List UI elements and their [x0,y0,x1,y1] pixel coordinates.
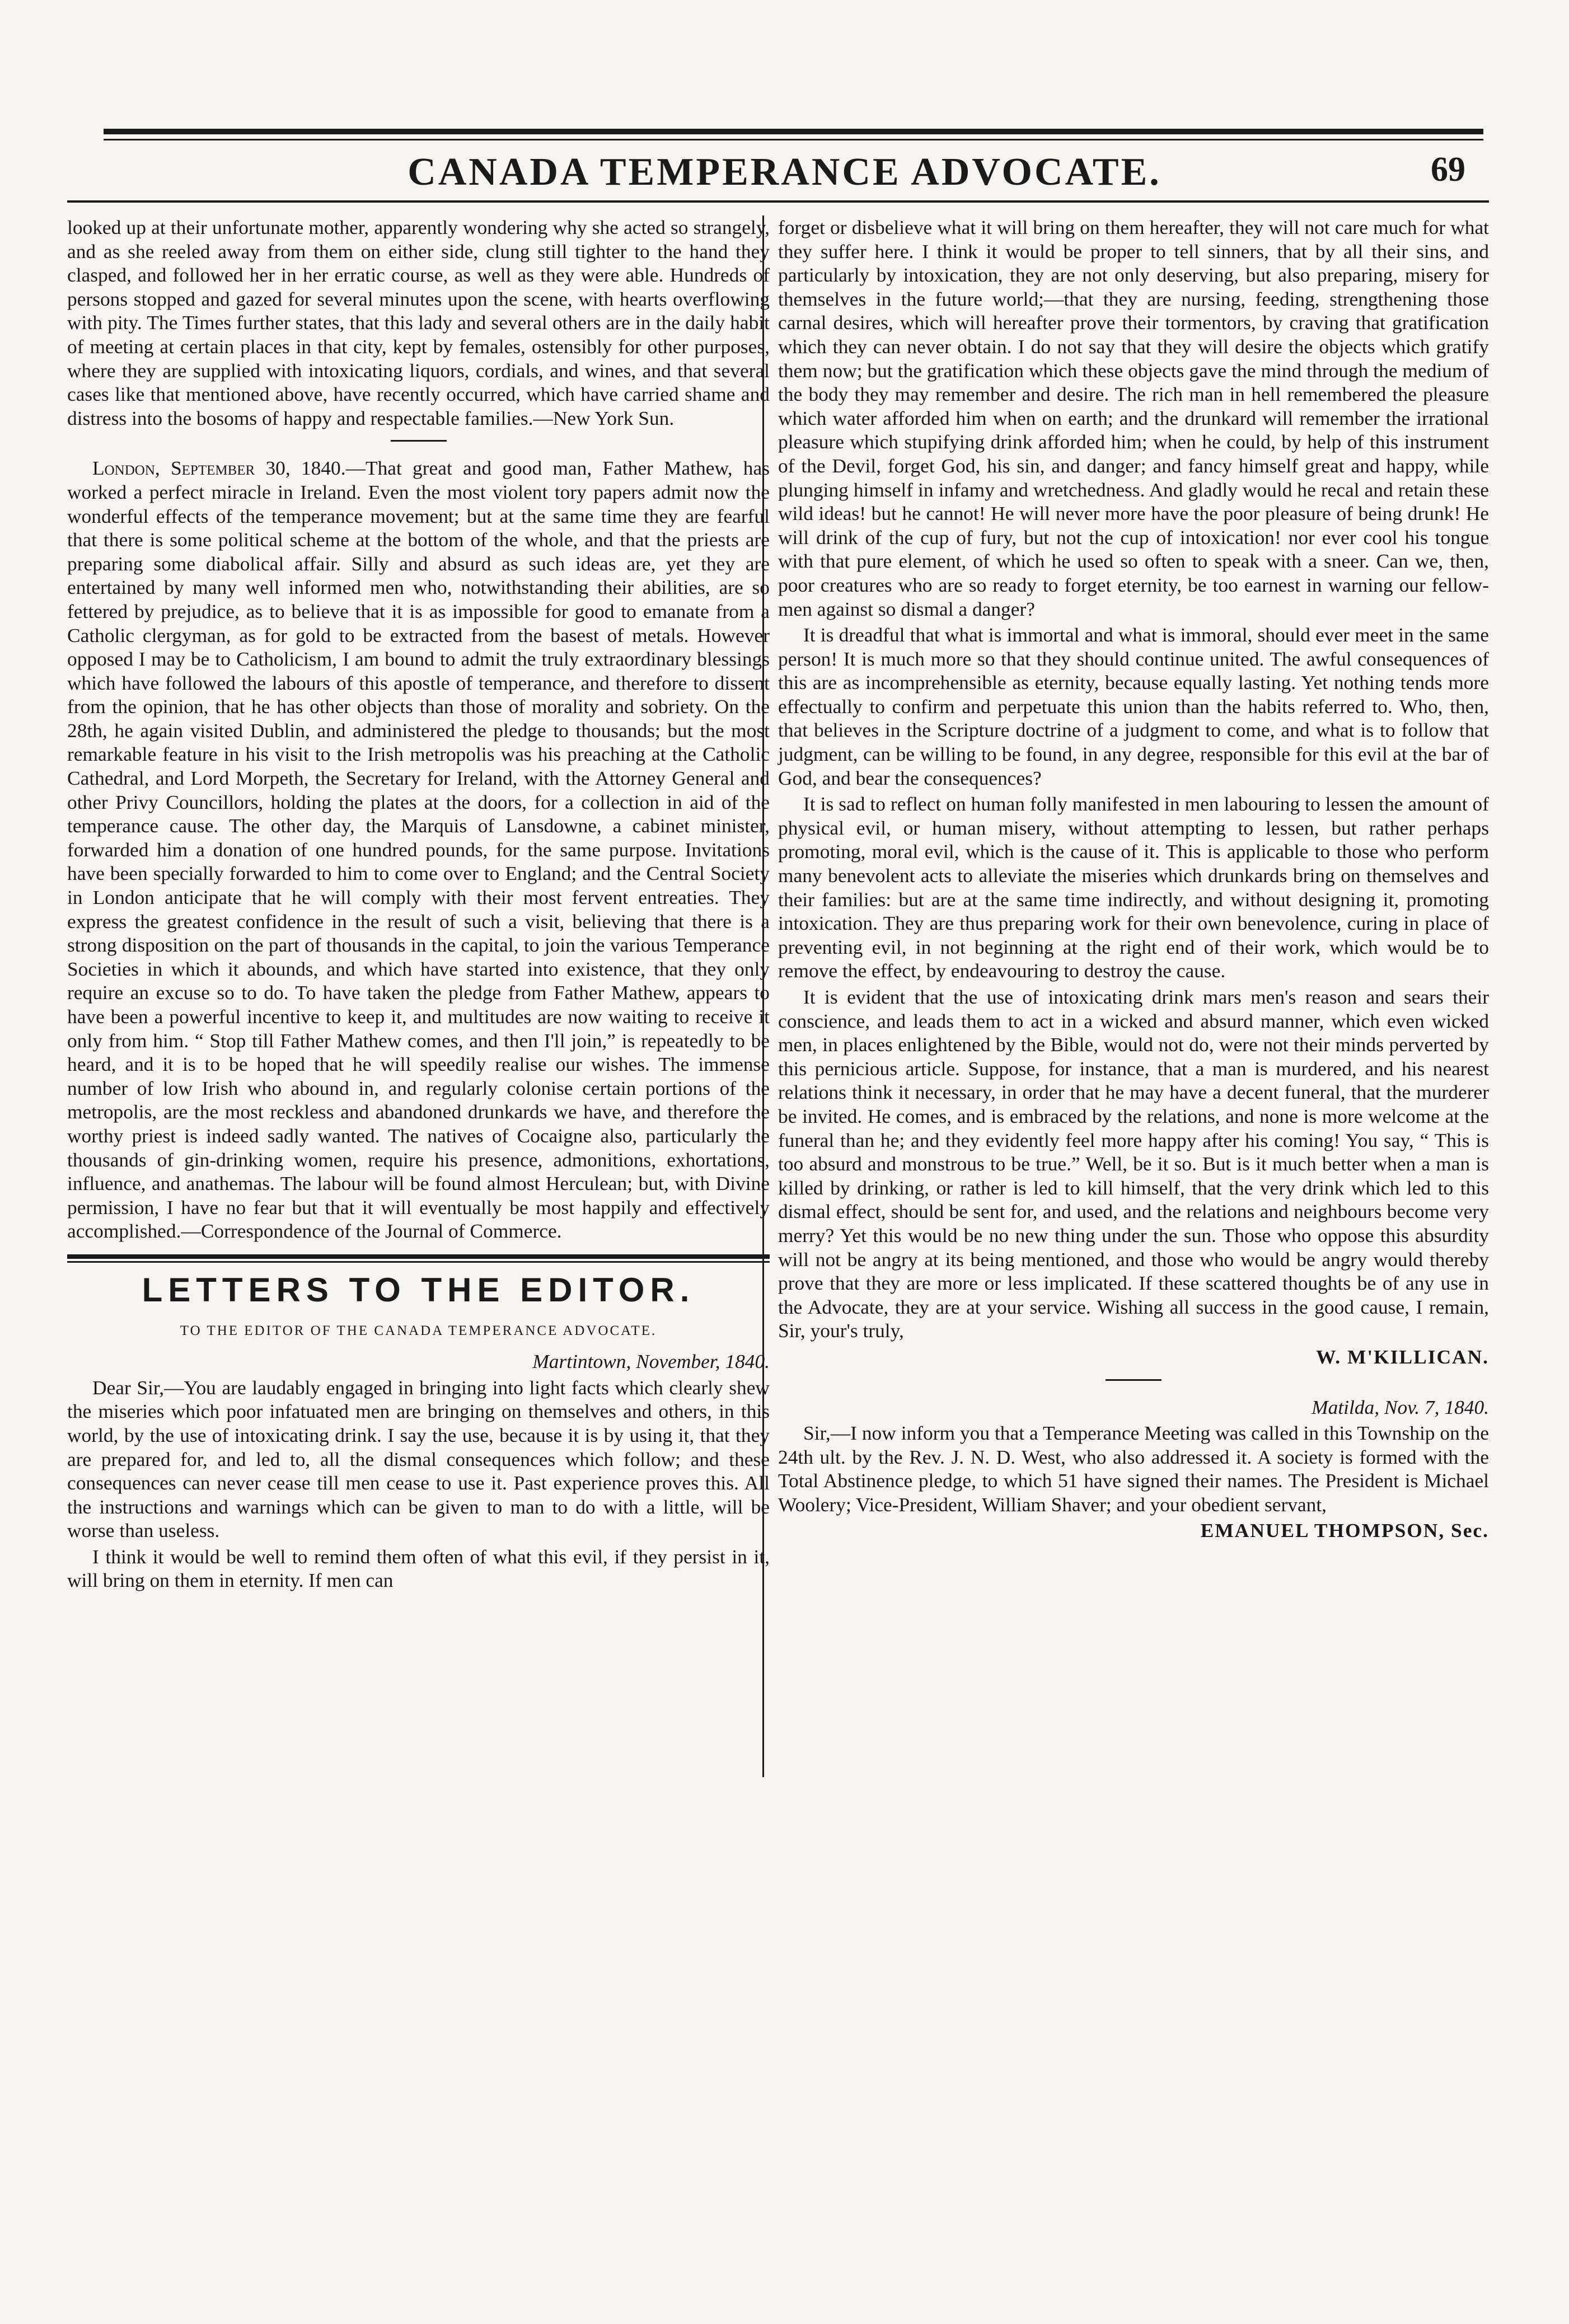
letter-paragraph: forget or disbelieve what it will bring on them hereafter, they will not care much for what they suffer here. I think it would be proper to tell sinners, that by all their sins, and particularly by intoxication, they are not only deserving, but also preparing, misery for themselves in the future world;—that they are nursing, feeding, strengthening those carnal desires, which will hereafter prove their tormentors, by craving that gratification which they can never obtain. I do not say that they will desire the objects which gratify them now; but the gratification which these objects gave the mind through the medium of the body they may remember and desire. The rich man in hell remembered the pleasure which water afforded him when on earth; and the drunkard will remember the irrational pleasure which stupifying drink afforded him; when he could, by help of this instrument of the Devil, forget God, his sin, and danger; and fancy himself great and happy, while plunging himself in infamy and wretchedness. And gladly would he recal and retain these wild ideas! but he cannot! He will never more have the poor pleasure of being drunk! He will drink of the cup of fury, but not the cup of intoxication! nor ever cool his tongue with that pure element, of which he used so often to speak with a sneer. Can we, then, poor creatures who are so ready to forget eternity, be too earnest in warning our fellow-men against so dismal a danger? [778,216,1489,620]
london-article-body: —That great and good man, Father Mathew, has worked a perfect miracle in Ireland. Even the most violent tory papers admit now the wonderful effects of the temperance movement; but at the same time they are fearful that there is some political scheme at the bottom of the whole, and that the priests are preparing some diabolical affair. Silly and absurd as such ideas are, yet they are entertained by many well informed men who, notwithstanding their abilities, are so fettered by prejudice, as to believe that it is as impossible for good to emanate from a Catholic clergyman, as for gold to be extracted from the basest of metals. However opposed I may be to Catholicism, I am bound to admit the truly extraordinary blessings which have followed the labours of this apostle of temperance, and therefore to dissent from the opinion, that he has other objects than those of morality and sobriety. On the 28th, he again visited Dublin, and administered the pledge to thousands; but the most remarkable feature in his visit to the Irish metropolis was his preaching at the Catholic Cathedral, and Lord Morpeth, the Secretary for Ireland, with the Attorney General and other Privy Councillors, holding the plates at the doors, for a collection in aid of the temperance cause. The other day, the Marquis of Lansdowne, a cabinet minister, forwarded him a donation of one hundred pounds, for the same purpose. Invitations have been specially forwarded to him to come over to England; and the Central Society in London anticipate that he will comply with their most fervent entreaties. They express the greatest confidence in the result of such a visit, believing that there is a strong disposition on the part of thousands in the capital, to join the various Temperance Societies in which it abounds, and which have started into existence, that they only require an excuse so to do. To have taken the pledge from Father Mathew, appears to have been a powerful incentive to keep it, and multitudes are now waiting to receive it only from him. “ Stop till Father Mathew comes, and then I'll join,” is repeatedly to be heard, and it is to be hoped that he will speedily realise our wishes. The immense number of low Irish who abound in, and regularly colonise certain portions of the metropolis, are the most reckless and abandoned drunkards we have, and therefore the worthy priest is indeed sadly wanted. The natives of Cocaigne also, particularly the thousands of gin-drinking women, require his presence, admonitions, exhortations, influence, and anathemas. The labour will be found almost Herculean; but, with Divine permission, I have no fear but that it will eventually be most happily and effectively accomplished.—Correspondence of the Journal of Commerce. [67,457,770,1243]
letter-signature: W. M'KILLICAN. [1316,1345,1489,1368]
section-rule-thick [67,1254,770,1259]
section-rule-thin [67,1261,770,1263]
letter-paragraph: It is dreadful that what is immortal and what is immoral, should ever meet in the same person! It is much more so that they should continue united. The awful consequences of this are as incomprehensible as eternity, because equally lasting. Yet nothing tends more effectually to confirm and perpetuate this union than the habits referred to. Who, then, that believes in the Scripture doctrine of a judgment to come, and what is to follow that judgment, can be willing to be found, in any degree, responsible for this evil at the bar of God, and bear the consequences? [778,624,1489,789]
letter-signature: EMANUEL THOMPSON, Sec. [1200,1519,1489,1542]
letter-paragraph: I think it would be well to remind them often of what this evil, if they persist in it, will bring on them in eternity. If men can [67,1545,770,1592]
letter-paragraph: It is sad to reflect on human folly manifested in men labouring to lessen the amount of physical evil, or human misery, without attempting to lessen, but rather perhaps promoting, moral evil, which is the cause of it. This is applicable to those who perform many benevolent acts to alleviate the miseries which drunkards bring on themselves and their families: but are at the same time indirectly, and without designing it, promoting intoxication. They are thus preparing work for their own benevolence, curing in place of preventing evil, in not beginning at the right end of their work, which would be to remove the effect, by endeavouring to destroy the cause. [778,793,1489,982]
letter-paragraph: It is evident that the use of intoxicating drink mars men's reason and sears their conscience, and leads them to act in a wicked and absurd manner, which even wicked men, in places enlightened by the Bible, would not do, were not their minds perverted by this pernicious article. Suppose, for instance, that a man is murdered, and his nearest relations think it necessary, in order that he may have a decent funeral, that the murderer be invited. He comes, and is embraced by the relations, and none is more welcome at the funeral than he; and they evidently feel more happy after his coming! You say, “ This is too absurd and monstrous to be true.” Well, be it so. But is it much better when a man is killed by drinking, or rather is led to kill himself, that the very drink which led to this dismal effect, should be sent for, and used, and the relations and neighbours become very merry? Yet this would be no new thing under the sun. Those who oppose this absurdity will not be angry at its being mentioned, and those who would be angry would thereby prove that they are more or less implicated. If these scattered thoughts be of any use in the Advocate, they are at your service. Wishing all success in the good cause, I remain, Sir, your's truly, [778,986,1489,1342]
article-separator [391,440,447,442]
letter-paragraph: Sir,—I now inform you that a Temperance Meeting was called in this Township on the 24th ult. by the Rev. J. N. D. West, who also addressed it. A society is formed with the Total Abstinence pledge, to which 51 have signed their names. The President is Michael Woolery; Vice-President, William Shaver; and your obedient servant, [778,1422,1489,1516]
letter-dateline: Matilda, Nov. 7, 1840. [1312,1395,1489,1418]
running-header-title: CANADA TEMPERANCE ADVOCATE. [408,151,1161,194]
letter-separator [1106,1379,1161,1381]
header-rule-thick [104,129,1483,134]
left-column [67,215,770,1595]
letter-addressee: TO THE EDITOR OF THE CANADA TEMPERANCE ADVOCATE. [180,1323,657,1338]
header-rule-thin [104,139,1483,140]
page-number: 69 [1431,151,1465,189]
letter-dateline: Martintown, November, 1840. [532,1350,770,1373]
header-rule-bottom [67,200,1489,203]
letters-section-heading: LETTERS TO THE EDITOR. [142,1271,695,1309]
london-dateline: London, September 30, 1840. [92,457,346,480]
london-article-paragraph [67,456,770,1243]
article-continuation-paragraph: looked up at their unfortunate mother, apparently wondering why she acted so strangely, and as she reeled away from them on either side, clung still tighter to the hand they clasped, and followed her in her erratic course, as well as they were able. Hundreds of persons stopped and gazed for several minutes upon the scene, with hearts overflowing with pity. The Times further states, that this lady and several others are in the daily habit of meeting at certain places in that city, kept by females, ostensibly for other purposes, where they are supplied with intoxicating liquors, cordials, and wines, and that several cases like that mentioned above, have recently occurred, which have carried shame and distress into the bosoms of happy and respectable families.—New York Sun. [67,216,770,429]
letter-paragraph: Dear Sir,—You are laudably engaged in bringing into light facts which clearly shew the miseries which poor infatuated men are bringing on themselves and others, in this world, by the use of intoxicating drink. I say the use, because it is by using it, that they are prepared for, and led to, all the dismal consequences which follow; and these consequences can never cease till men cease to use it. Past experience proves this. All the instructions and warnings which can be given to man to do with a little, will be worse than useless. [67,1376,770,1542]
right-column [778,215,1489,1545]
